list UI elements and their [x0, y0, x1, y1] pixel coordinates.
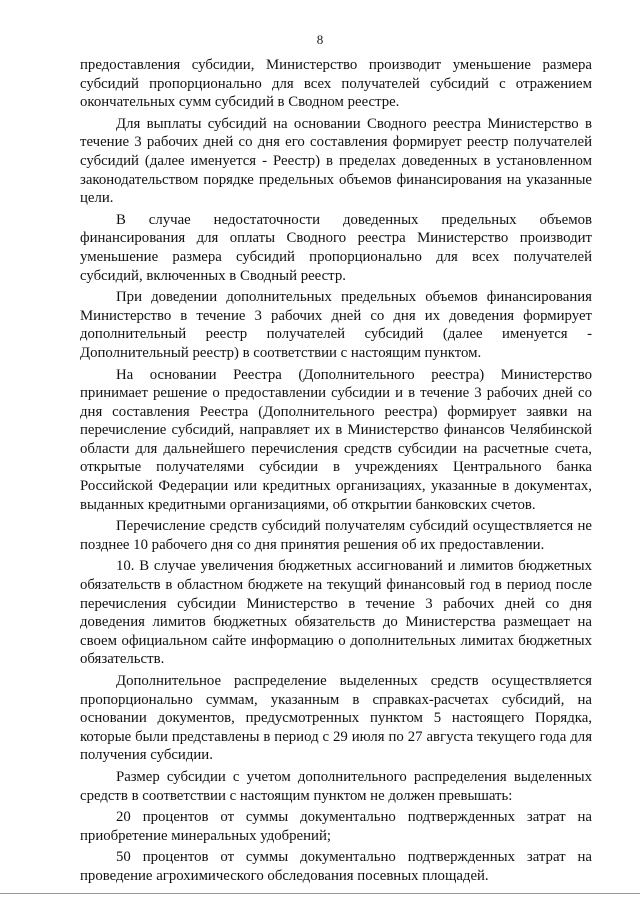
page-number: 8 — [316, 32, 324, 47]
paragraph: Перечисление средств субсидий получателям субсидий осуществляется не позднее 10 рабочего дня со дня принятия решения об их предоставлении. — [80, 518, 592, 553]
paragraph-limit-item: 20 процентов от суммы документально подтвержденных затрат на приобретение минеральных удобрений; — [80, 809, 592, 844]
document-body — [80, 56, 592, 889]
paragraph: Для выплаты субсидий на основании Сводного реестра Министерство в течение 3 рабочих дней со дня его составления формирует реестр получателей субсидий (далее именуется - Реестр) в пределах доведенных в установленном законодательством порядке предельных объемов финансирования на указанные цели. — [80, 115, 592, 207]
paragraph-limit-item: 50 процентов от суммы документально подтвержденных затрат на проведение агрохимического обследования посевных площадей. — [80, 849, 592, 884]
page-bottom-rule — [0, 893, 640, 894]
paragraph: На основании Реестра (Дополнительного реестра) Министерство принимает решение о предоставлении субсидии и в течение 3 рабочих дней со дня составления Реестра (Дополнительного реестра) формирует заявки на перечисление субсидий, направляет их в Министерство финансов Челябинской области для дальнейшего перечисления средств субсидии на расчетные счета, открытые получателями субсидии в учреждениях Центрального банка Российской Федерации или кредитных организациях, указанные в документах, выданных кредитными организациями, об открытии банковских счетов. — [80, 366, 592, 513]
paragraph: При доведении дополнительных предельных объемов финансирования Министерство в течение 3 рабочих дней со дня их доведения формирует дополнительный реестр получателей субсидий (далее именуется - Дополнительный реестр) в соответствии с настоящим пунктом. — [80, 289, 592, 361]
paragraph-continuation: предоставления субсидии, Министерство производит уменьшение размера субсидий пропорционально для всех получателей субсидий с отражением окончательных сумм субсидий в Сводном реестре. — [80, 57, 592, 111]
paragraph-clause-10: 10. В случае увеличения бюджетных ассигнований и лимитов бюджетных обязательств в областном бюджете на текущий финансовый год в период после перечисления субсидии Министерство в течение 3 рабочих дней со дня доведения лимитов бюджетных обязательств до Министерства размещает на своем официальном сайте информацию о дополнительных лимитах бюджетных обязательств. — [80, 558, 592, 668]
paragraph: В случае недостаточности доведенных предельных объемов финансирования для оплаты Сводного реестра Министерство производит уменьшение размера субсидий пропорционально для всех получателей субсидий, включенных в Сводный реестр. — [80, 211, 592, 284]
paragraph: Размер субсидии с учетом дополнительного распределения выделенных средств в соответствии с настоящим пунктом не должен превышать: — [80, 768, 592, 804]
paragraph: Дополнительное распределение выделенных средств осуществляется пропорционально суммам, указанным в справках-расчетах субсидий, на основании документов, предусмотренных пунктом 5 настоящего Порядка, которые были представлены в период с 29 июля по 27 августа текущего года для получения субсидии. — [80, 673, 592, 764]
